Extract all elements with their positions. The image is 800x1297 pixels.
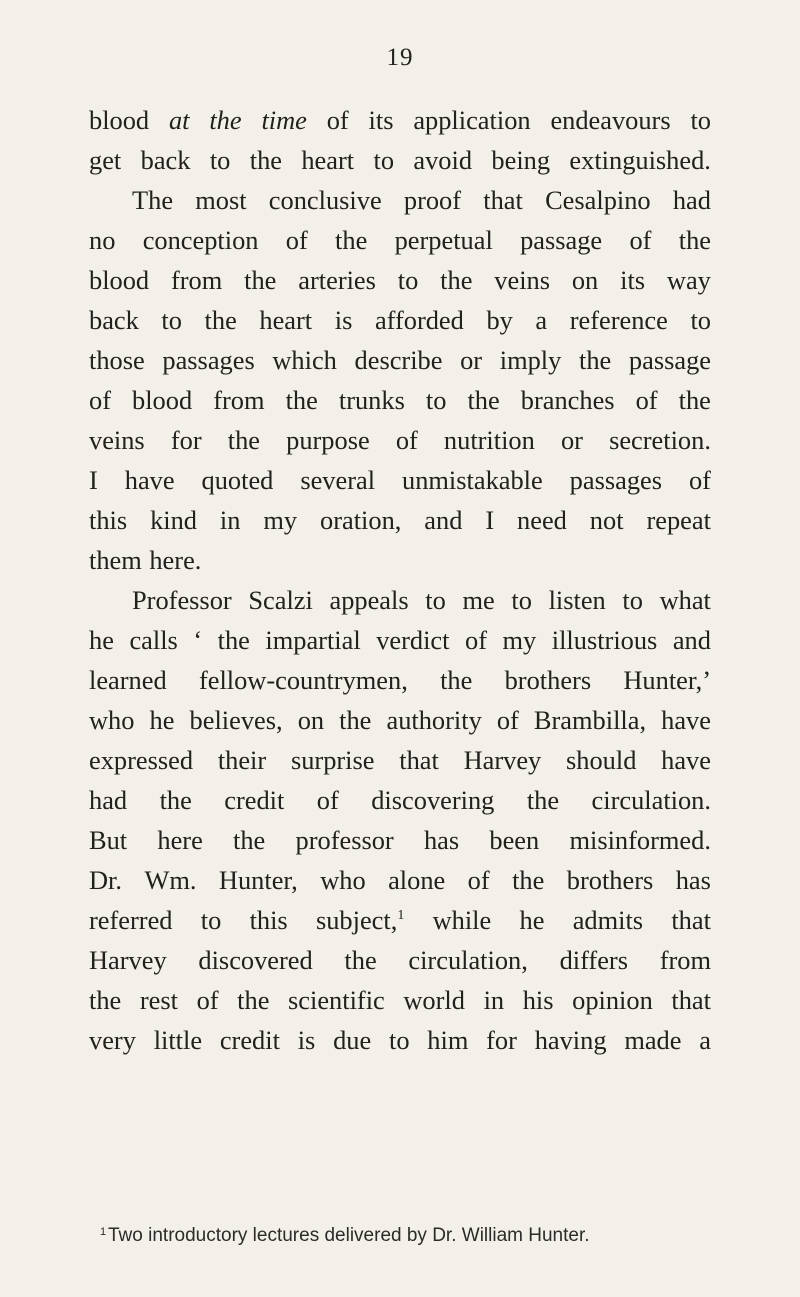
word: on (297, 705, 325, 735)
word: oration, (320, 505, 402, 535)
word: expressed (89, 745, 194, 775)
word: get (89, 145, 122, 175)
word: purpose (286, 425, 370, 455)
word: differs (559, 945, 628, 975)
word: the (237, 985, 270, 1015)
word: the (678, 225, 711, 255)
word: Scalzi (248, 585, 313, 615)
word: the (440, 665, 473, 695)
word: to (690, 305, 711, 335)
word: or (460, 345, 483, 375)
word: of (629, 225, 652, 255)
word: had (89, 785, 128, 815)
word: from (659, 945, 711, 975)
word: rest (139, 985, 178, 1015)
word: passage (628, 345, 711, 375)
word: perpetual (394, 225, 493, 255)
word: to (511, 585, 532, 615)
page-number: 19 (386, 44, 414, 71)
word: no (89, 225, 116, 255)
word: he (89, 625, 114, 655)
text-line (89, 540, 711, 580)
word: very (89, 1025, 136, 1055)
word: the (233, 825, 266, 855)
word: repeat (646, 505, 711, 535)
word: passages (162, 345, 255, 375)
word: believes, (189, 705, 283, 735)
word: that (399, 745, 439, 775)
word: But (89, 825, 128, 855)
word: fellow-countrymen, (198, 665, 408, 695)
word: made (624, 1025, 682, 1055)
word: he (149, 705, 175, 735)
word: alone (388, 865, 446, 895)
word: those (89, 345, 145, 375)
word: him (427, 1025, 469, 1055)
word: several (300, 465, 376, 495)
word: verdict (376, 625, 450, 655)
word: professor (295, 825, 394, 855)
word: Professor (132, 585, 232, 615)
word: to (397, 265, 419, 295)
line-text: them here. (89, 545, 202, 575)
text-line (89, 260, 711, 300)
word: credit (224, 785, 285, 815)
word: circulation. (591, 785, 711, 815)
word: this (249, 905, 288, 935)
word: misinformed. (569, 825, 711, 855)
word: to (209, 145, 231, 175)
word: his (522, 985, 554, 1015)
word: of (688, 465, 711, 495)
word: imply (499, 345, 562, 375)
word: of (196, 985, 219, 1015)
word: arteries (298, 265, 376, 295)
word: to (373, 145, 395, 175)
word: at (168, 105, 190, 135)
word: of (285, 225, 308, 255)
word: discovering (371, 785, 495, 815)
word: describe (354, 345, 443, 375)
text-line (89, 460, 711, 500)
word: to (200, 905, 222, 935)
text-line (89, 500, 711, 540)
word: the (579, 345, 612, 375)
word: authority (386, 705, 482, 735)
word: avoid (413, 145, 473, 175)
word: to (425, 385, 447, 415)
word: while (432, 905, 492, 935)
word: the (227, 425, 260, 455)
word: listen (548, 585, 606, 615)
word: had (672, 185, 711, 215)
word: credit (219, 1025, 280, 1055)
word: the (89, 985, 122, 1015)
word: Hunter,’ (623, 665, 711, 695)
word: to (425, 585, 446, 615)
word: endeavours (550, 105, 671, 135)
word: of (89, 385, 111, 415)
word: nutrition (443, 425, 535, 455)
word: the (285, 385, 318, 415)
word: blood (89, 105, 150, 135)
word: who (320, 865, 366, 895)
text-line (89, 420, 711, 460)
word: the (339, 705, 372, 735)
word: conception (142, 225, 259, 255)
word: the (204, 305, 237, 335)
word: my (263, 505, 298, 535)
word: back (89, 305, 139, 335)
word: I (89, 465, 98, 495)
word: Wm. (144, 865, 197, 895)
word: application (413, 105, 531, 135)
word: blood (89, 265, 150, 295)
word: to (622, 585, 643, 615)
word: Hunter, (218, 865, 298, 895)
word: its (368, 105, 394, 135)
word: to (388, 1025, 410, 1055)
word: the (526, 785, 560, 815)
word: most (195, 185, 247, 215)
word: is (297, 1025, 316, 1055)
word: quoted (201, 465, 274, 495)
footnote-mark: 1 (100, 1226, 107, 1238)
footnote-text: Two introductory lectures delivered by Dr. William Hunter. (108, 1225, 590, 1246)
footnote-reference: 1 (397, 908, 405, 923)
word: this (89, 505, 128, 535)
word: brothers (566, 865, 654, 895)
word: discovered (198, 945, 313, 975)
word: on (571, 265, 599, 295)
word: the (217, 625, 250, 655)
text-line (89, 380, 711, 420)
word: surprise (290, 745, 375, 775)
word: of (316, 785, 339, 815)
text-line (89, 620, 711, 660)
word: secretion. (609, 425, 711, 455)
word: he (519, 905, 545, 935)
word: who (89, 705, 135, 735)
word: has (675, 865, 711, 895)
word: extinguished. (569, 145, 711, 175)
word: branches (520, 385, 615, 415)
word: time (261, 105, 307, 135)
word: the (335, 225, 368, 255)
word: referred (89, 905, 173, 935)
text-line (89, 820, 711, 860)
word: their (217, 745, 267, 775)
word: the (344, 945, 377, 975)
word: appeals (329, 585, 409, 615)
word: that (671, 985, 711, 1015)
word: of (465, 625, 487, 655)
text-line (89, 860, 711, 900)
word: what (659, 585, 711, 615)
word: been (489, 825, 540, 855)
word: kind (150, 505, 197, 535)
word: is (334, 305, 353, 335)
word: a (699, 1025, 711, 1055)
word: heart (301, 145, 355, 175)
word: of (395, 425, 418, 455)
text-line (89, 100, 711, 140)
word: the (467, 385, 500, 415)
word: the (244, 265, 277, 295)
word: from (213, 385, 265, 415)
word: the (249, 145, 282, 175)
word: subject,$^1$ (315, 905, 405, 935)
word: to (161, 305, 182, 335)
word: passages (569, 465, 663, 495)
word: learned (89, 665, 167, 695)
word: and (672, 625, 711, 655)
word: impartial (265, 625, 361, 655)
word: brothers (504, 665, 592, 695)
body-text (89, 100, 711, 1060)
word: me (462, 585, 495, 615)
text-line (89, 1020, 711, 1060)
word: which (272, 345, 337, 375)
text-line (89, 140, 711, 180)
word: Cesalpino (545, 185, 651, 215)
text-line (89, 700, 711, 740)
word: Harvey (463, 745, 542, 775)
word: blood (132, 385, 193, 415)
text-line (89, 180, 711, 220)
word: trunks (338, 385, 405, 415)
word: Harvey (89, 945, 167, 975)
text-line (89, 900, 711, 940)
word: heart (259, 305, 313, 335)
word: of (496, 705, 519, 735)
word: The (132, 185, 174, 215)
word: that (483, 185, 523, 215)
word: I (485, 505, 495, 535)
word: veins (494, 265, 550, 295)
text-line (89, 940, 711, 980)
word: to (690, 105, 711, 135)
word: or (560, 425, 583, 455)
word: calls (129, 625, 178, 655)
word: the (209, 105, 242, 135)
word: way (666, 265, 711, 295)
word: in (219, 505, 241, 535)
word: ‘ (193, 625, 203, 655)
word: from (170, 265, 223, 295)
word: Dr. (89, 865, 122, 895)
word: not (589, 505, 624, 535)
text-line (89, 300, 711, 340)
text-line (89, 980, 711, 1020)
word: here (157, 825, 203, 855)
word: the (512, 865, 545, 895)
word: has (423, 825, 460, 855)
word: back (140, 145, 191, 175)
word: a (535, 305, 548, 335)
text-line (89, 220, 711, 260)
word: passage (520, 225, 603, 255)
word: of (635, 385, 658, 415)
word: admits (572, 905, 644, 935)
word: the (440, 265, 473, 295)
word: in (483, 985, 505, 1015)
word: little (153, 1025, 203, 1055)
text-line (89, 580, 711, 620)
word: scientific (288, 985, 385, 1015)
word: for (486, 1025, 517, 1055)
word: need (517, 505, 567, 535)
word: its (620, 265, 646, 295)
word: reference (569, 305, 668, 335)
word: that (671, 905, 711, 935)
word: Brambilla, (533, 705, 647, 735)
word: afforded (374, 305, 464, 335)
word: by (486, 305, 513, 335)
word: due (333, 1025, 372, 1055)
text-line (89, 780, 711, 820)
word: of (326, 105, 349, 135)
word: having (534, 1025, 607, 1055)
text-line (89, 340, 711, 380)
word: unmistakable (402, 465, 543, 495)
word: conclusive (268, 185, 382, 215)
word: have (124, 465, 175, 495)
word: circulation, (408, 945, 528, 975)
word: have (661, 745, 711, 775)
word: veins (89, 425, 145, 455)
word: illustrious (551, 625, 658, 655)
word: for (170, 425, 202, 455)
word: should (566, 745, 637, 775)
text-line (89, 740, 711, 780)
word: of (467, 865, 490, 895)
word: being (491, 145, 551, 175)
footnote (100, 1223, 718, 1249)
word: have (661, 705, 711, 735)
word: proof (403, 185, 462, 215)
word: and (424, 505, 463, 535)
word: the (678, 385, 711, 415)
word: world (403, 985, 465, 1015)
word: opinion (572, 985, 653, 1015)
text-line (89, 660, 711, 700)
word: the (159, 785, 192, 815)
word: my (502, 625, 537, 655)
